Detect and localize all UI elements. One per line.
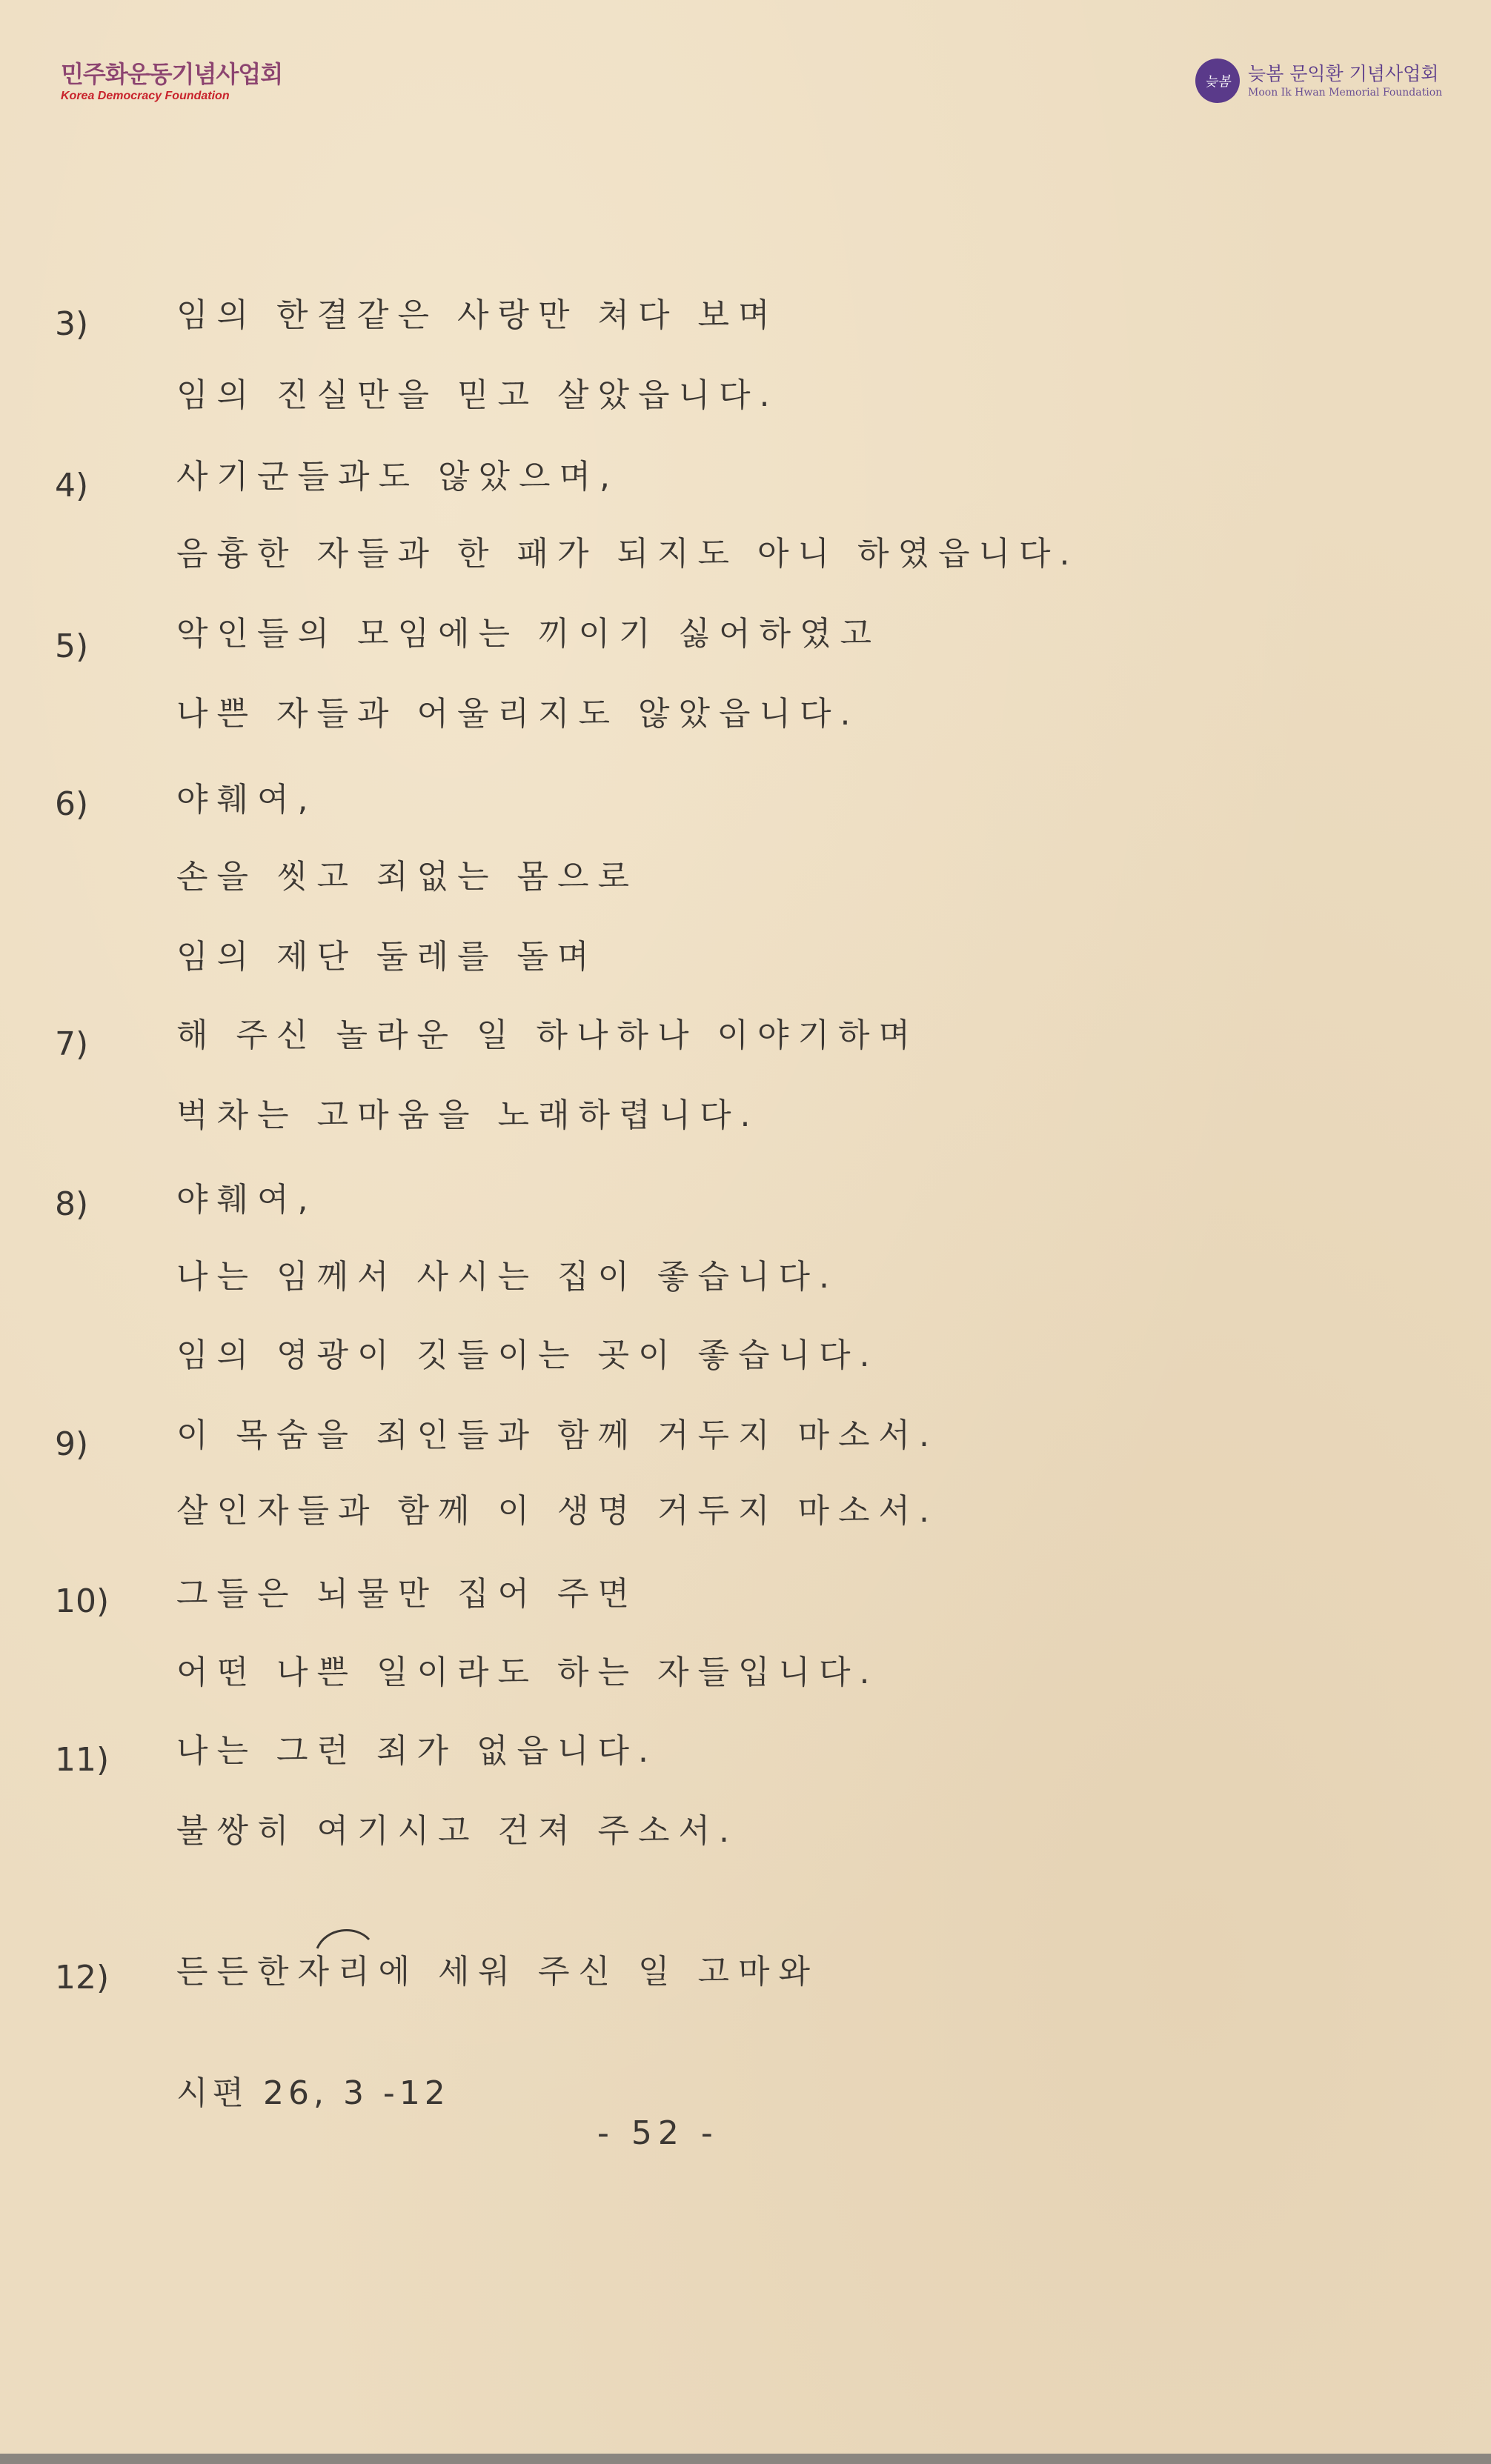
verse-line: 이 목숨을 죄인들과 함께 거두지 마소서. bbox=[176, 1416, 938, 1454]
verse-number: 9) bbox=[55, 1425, 89, 1463]
verse-number: 6) bbox=[55, 785, 89, 823]
kdf-logo-korean: 민주화운동기념사업회 bbox=[61, 60, 283, 88]
verse-line: 음흉한 자들과 한 패가 되지도 아니 하였읍니다. bbox=[176, 535, 1079, 573]
verse-line: 임의 한결같은 사랑만 쳐다 보며 bbox=[176, 296, 779, 334]
verse-line: 임의 제단 둘레를 돌며 bbox=[176, 938, 598, 976]
verse-line: 손을 씻고 죄없는 몸으로 bbox=[176, 858, 638, 896]
page-number: - 52 - bbox=[597, 2114, 719, 2152]
verse-line: 해 주신 놀라운 일 하나하나 이야기하며 bbox=[176, 1016, 919, 1054]
verse-line: 야훼여, bbox=[176, 781, 317, 819]
verse-line: 나는 그런 죄가 없읍니다. bbox=[176, 1732, 657, 1770]
header-right-logo bbox=[1195, 58, 1442, 104]
verse-line: 악인들의 모임에는 끼이기 싫어하였고 bbox=[176, 615, 881, 653]
handwritten-arc-mark bbox=[311, 1923, 378, 1953]
verse-number: 11) bbox=[55, 1741, 110, 1779]
scripture-reference: 시편 26, 3 -12 bbox=[176, 2074, 450, 2112]
header-left-logo bbox=[61, 59, 282, 104]
verse-number: 3) bbox=[55, 305, 89, 343]
verse-number: 5) bbox=[55, 627, 89, 665]
verse-line: 어떤 나쁜 일이라도 하는 자들입니다. bbox=[176, 1654, 879, 1691]
verse-line: 나쁜 자들과 어울리지도 않았읍니다. bbox=[176, 695, 860, 733]
verse-number: 7) bbox=[55, 1025, 89, 1063]
verse-line: 사기군들과도 않았으며, bbox=[176, 458, 620, 496]
verse-line: 임의 진실만을 믿고 살았읍니다. bbox=[176, 376, 779, 414]
verse-line: 불쌍히 여기시고 건져 주소서. bbox=[176, 1812, 738, 1850]
verse-line: 임의 영광이 깃들이는 곳이 좋습니다. bbox=[176, 1336, 879, 1374]
verse-number: 8) bbox=[55, 1185, 89, 1223]
verse-number: 12) bbox=[55, 1959, 110, 1997]
moon-seal-icon bbox=[1195, 58, 1241, 104]
verse-number: 10) bbox=[55, 1582, 110, 1620]
moon-logo-english: Moon Ik Hwan Memorial Foundation bbox=[1248, 87, 1443, 99]
verse-line: 나는 임께서 사시는 집이 좋습니다. bbox=[176, 1258, 838, 1296]
verse-line: 그들은 뇌물만 집어 주면 bbox=[176, 1575, 638, 1613]
moon-logo-korean: 늦봄 문익환 기념사업회 bbox=[1248, 63, 1439, 84]
verse-line: 야훼여, bbox=[176, 1181, 317, 1219]
verse-line: 살인자들과 함께 이 생명 거두지 마소서. bbox=[176, 1492, 938, 1530]
moon-seal-text: 늦봄 bbox=[1204, 74, 1231, 90]
verse-number: 4) bbox=[55, 467, 89, 505]
verse-line: 벅차는 고마움을 노래하렵니다. bbox=[176, 1096, 760, 1134]
scan-bottom-edge bbox=[0, 2454, 1491, 2464]
verse-line: 든든한자리에 세워 주신 일 고마와 bbox=[176, 1953, 819, 1991]
kdf-logo-english: Korea Democracy Foundation bbox=[61, 90, 230, 102]
